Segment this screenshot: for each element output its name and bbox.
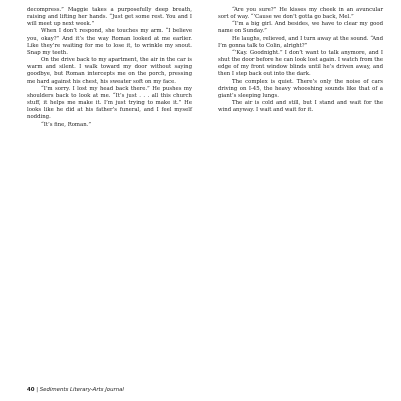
paragraph: decompress.” Maggie takes a purposefully deep breath, raising and lifting her hands. “Just get some rest. You and I will meet up next week.” — [27, 7, 192, 28]
paragraph: The complex is quiet. There’s only the noise of cars driving on I-45, the heavy whooshing sounds like that of a giant’s sleeping lungs. — [218, 78, 383, 99]
journal-name: Sediments Literary-Arts Journal — [39, 387, 124, 393]
paragraph: “’Kay. Goodnight.” I don’t want to talk anymore, and I shut the door before he can look lost again. I watch from the edge of my front window blinds until he’s driven away, and then I step back out into the dark. — [218, 49, 383, 78]
paragraph: He laughs, relieved, and I turn away at the sound. “And I’m gonna talk to Colin, alright?” — [218, 35, 383, 49]
paragraph: “Are you sure?” He kisses my cheek in an avuncular sort of way. “’Cause we don’t gotta go back, Mel.” — [218, 7, 383, 21]
page-footer — [27, 387, 124, 394]
paragraph: “I’m sorry. I lost my head back there.” He pushes my shoulders back to look at me. “It’s just . . . all this church stuff, it helps me make it. I’m just trying to make it.” He looks like he did at his father’s funeral, and I feel myself nodding. — [27, 85, 192, 121]
paragraph: When I don’t respond, she touches my arm. “I believe you, okay?” And it’s the way Roman looked at me earlier. Like they’re waiting for me to lose it, to wrinkle my snout. Snap my teeth. — [27, 28, 192, 56]
left-column — [27, 7, 192, 129]
right-column — [218, 7, 383, 114]
paragraph: On the drive back to my apartment, the air in the car is warm and silent. I walk toward my door without saying goodbye, but Roman intercepts me on the porch, pressing me hard against his chest, his sweater soft on my face. — [27, 57, 192, 85]
page-number: 40 — [27, 387, 35, 393]
paragraph: “I’m a big girl. And besides, we have to clear my good name on Sunday.” — [218, 21, 383, 35]
paragraph: “It’s fine, Roman.” — [41, 121, 92, 128]
paragraph: The air is cold and still, but I stand and wait for the wind anyway. I wait and wait for it. — [218, 100, 383, 114]
footer-separator: | — [34, 387, 40, 393]
